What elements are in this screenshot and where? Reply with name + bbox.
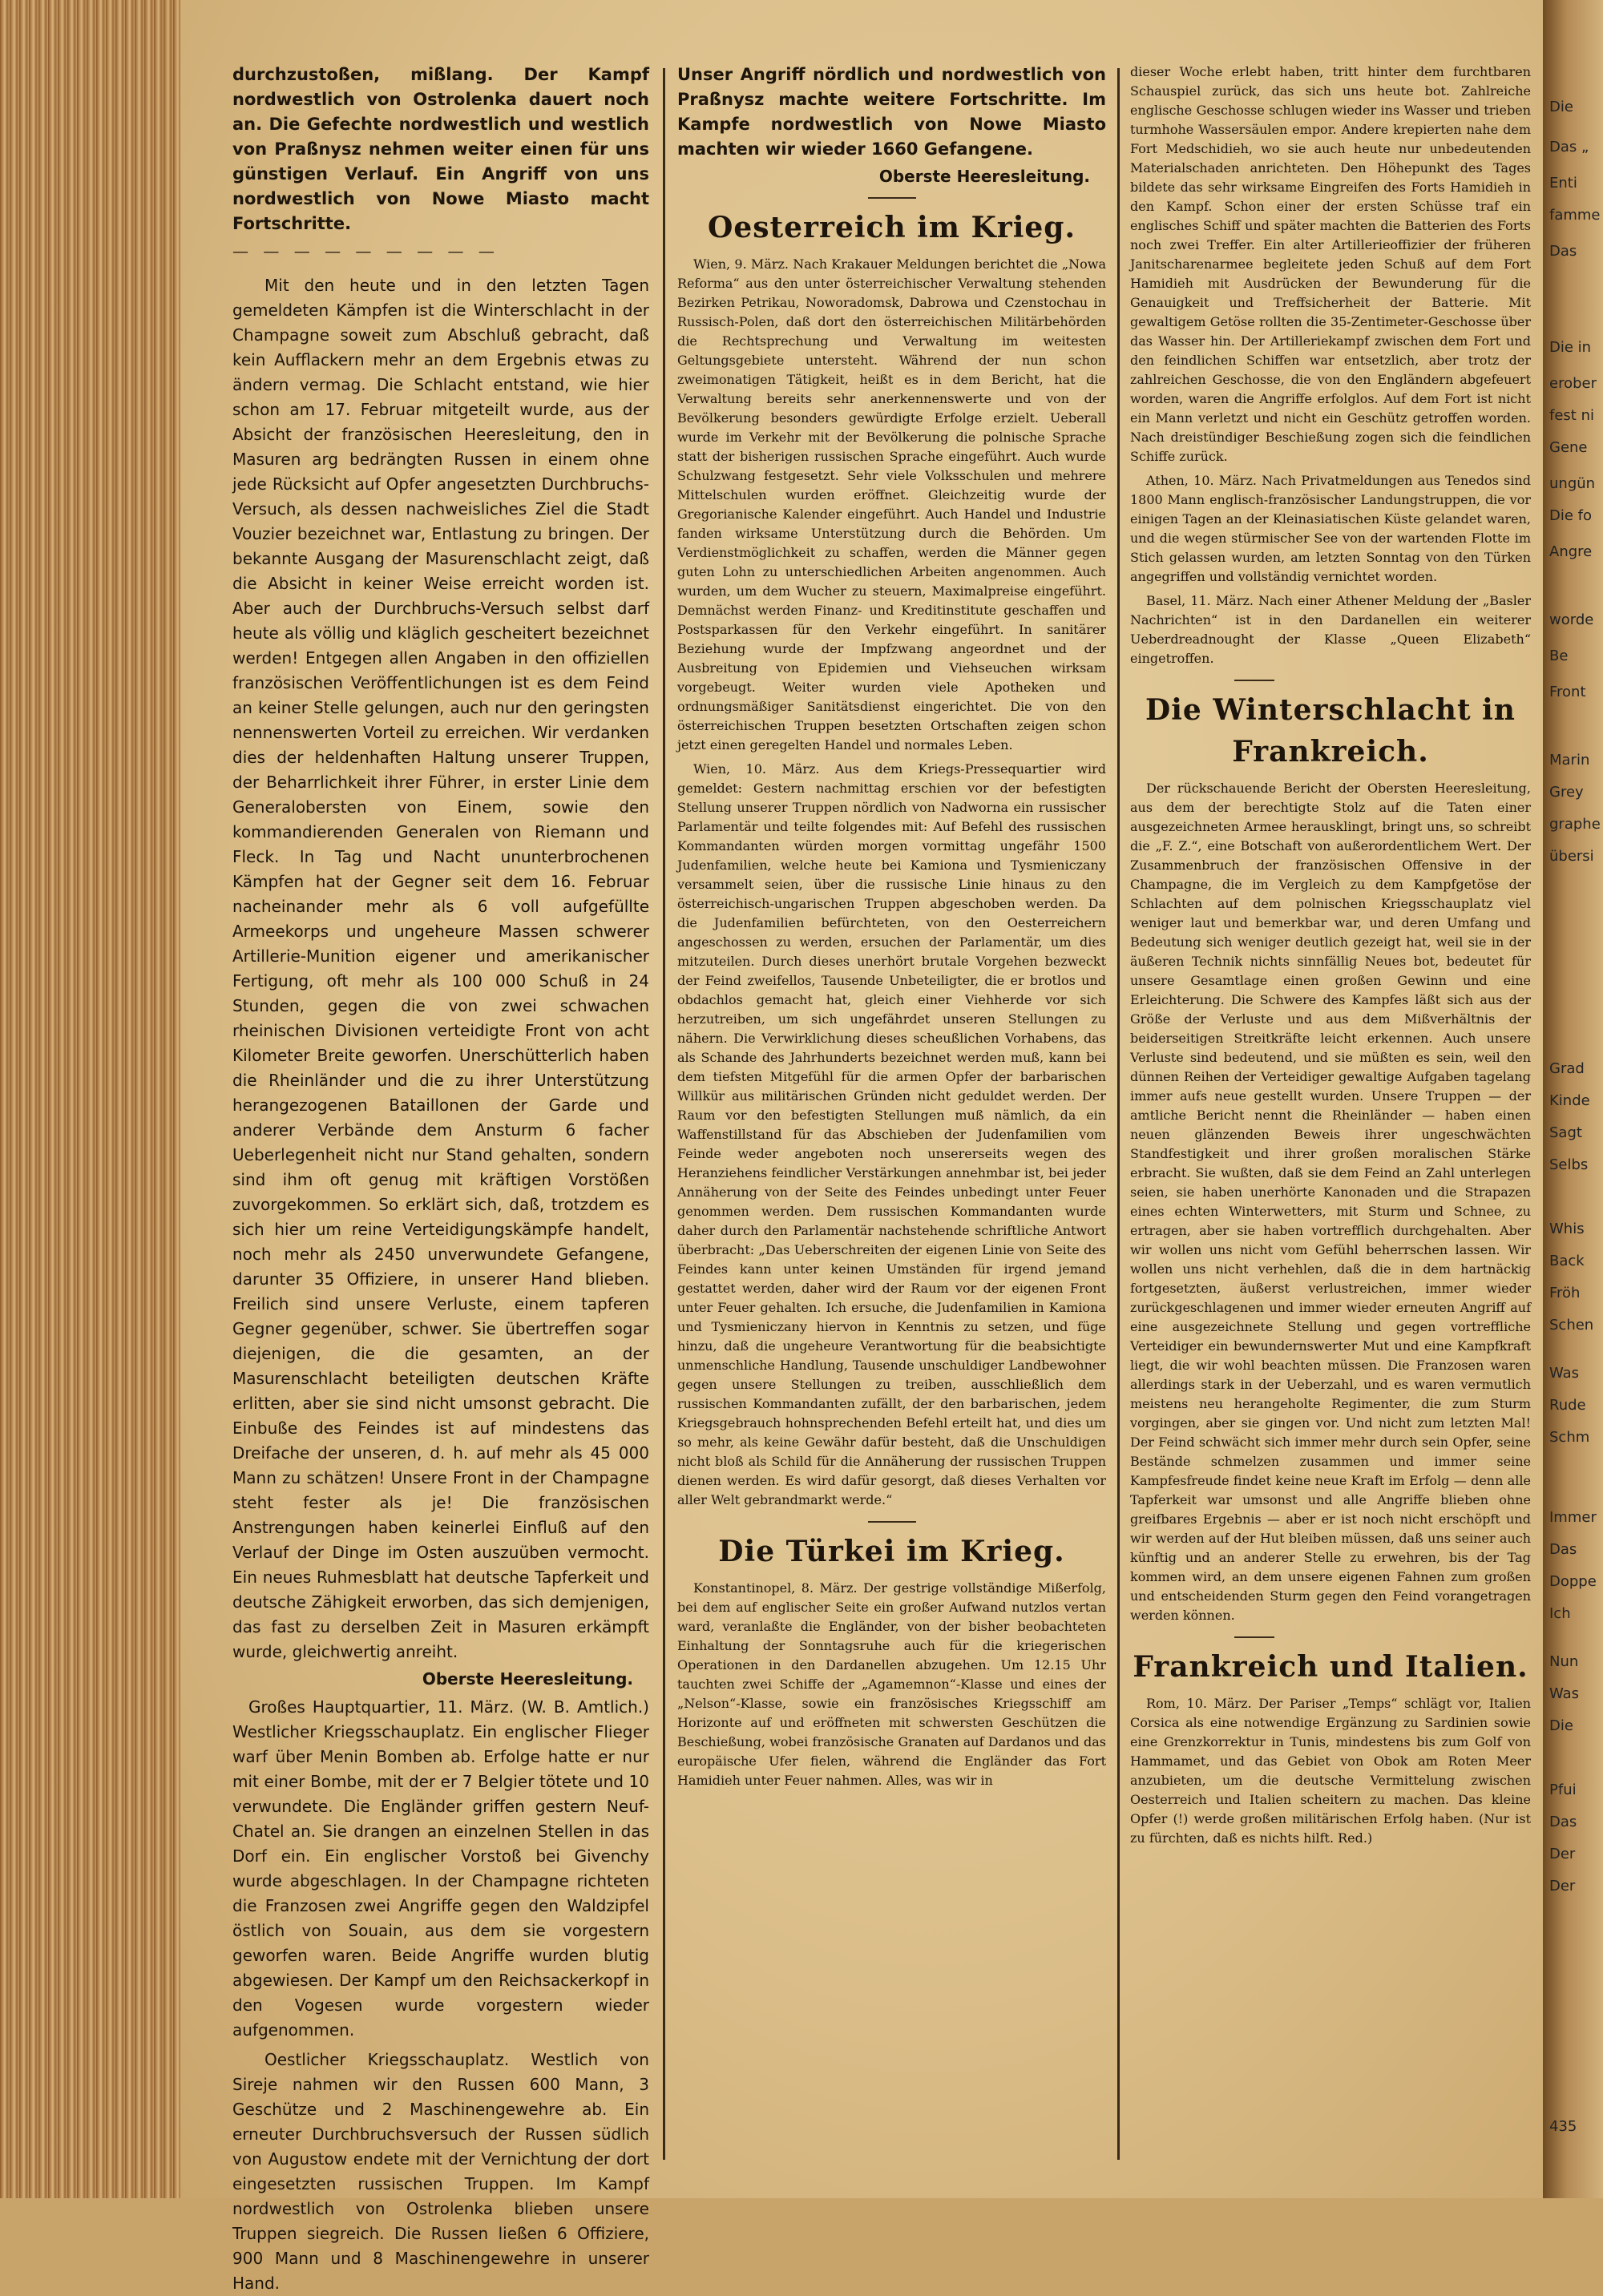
adjacent-page-fragment: Der	[1549, 1878, 1576, 1895]
article-wien-10-maerz: Wien, 10. März. Aus dem Kriegs-Pressequartier wird gemeldet: Gestern nachmittag erschien vor der befestigten Stellung unserer Truppen nördlich von Nadworna ein russischer Parlamentär und teilte folgendes mit: Auf Befehl des russischen Kommandanten würden morgen vormittag ungefähr 1500 Judenfamilien, welche heute bei Kamiona und Tysmieniczany versammelt seien, über die russische Linie hinaus zu den österreichisch-ungarischen Truppen abgeschoben werden. Da die Judenfamilien befürchteten, von den Oesterreichern angeschossen zu werden, ersuchen der Parlamentär, um dies mitzuteilen. Durch dieses unerhört brutale Vorgehen bezweckt der Feind zweifellos, Tausende Unbeteiligter, die er brotlos und obdachlos gemacht hat, gleich einer Viehherde vor sich herzutreiben, um sich ungefährdet unseren Stellungen zu nähern. Die Verwirklichung dieses scheußlichen Vorhabens, das als Schande des Jahrhunderts bezeichnet werden muß, kann bei dem tiefsten Mitgefühl für die armen Opfer der barbarischen Willkür aus militärischen Gründen nicht geduldet werden. Der Raum vor den befestigten Stellungen muß nämlich, da ein Waffenstillstand für das Abschieben der Judenfamilien vom Feinde weder angeboten noch unsererseits wegen des Heranziehens feindlicher Verstärkungen annehmbar ist, bei jeder Annäherung von der Seite des Feindes unbedingt unter Feuer genommen werden. Dem russischen Kommandanten wurde daher durch den Parlamentär nachstehende schriftliche Antwort überbracht: „Das Ueberschreiten der eigenen Linie von Seite des Feindes kann unter keinen Umständen für irgend jemand gestattet werden, daher wird der Raum vor der eigenen Front unter Feuer gehalten. Ich ersuche, die Judenfamilien in Kamiona und Tysmieniczany hiervon in Kenntnis zu setzen, und füge hinzu, daß die ungeheure Verantwortung für die beabsichtigte unmenschliche Handlung, Tausende unschuldiger Landbewohner gegen unsere Stellungen zu treiben, ausschließlich dem russischen Kommandanten zufällt, der den barbarischen, jedem Kriegsgebrauch hohnsprechenden Befehl erteilt hat, und dies um so mehr, als keine Gewähr dafür besteht, daß die Unschuldigen nicht bloß als Schild für die Annäherung der russischen Truppen dienen werden. Es wird dafür gesorgt, daß dieses Verhalten vor aller Welt gebrandmarkt werde.“	[677, 761, 1106, 1507]
signature-heeresleitung: Oberste Heeresleitung.	[422, 1669, 633, 1689]
column-rule-1	[663, 68, 665, 2160]
article-wien-9-maerz: Wien, 9. März. Nach Krakauer Meldungen berichtet die „Nowa Reforma“ aus den unter österreichischer Verwaltung stehenden Bezirken Petrikau, Noworadomsk, Dabrowa und Czenstochau in Russisch-Polen, daß dort den österreichischen Militärbehörden die Rechtsprechung und Verwaltung im weitesten Geltungsgebiete untersteht. Während der nun schon zweimonatigen Tätigkeit, heißt es in dem Bericht, hat die Verwaltung bereits sehr anerkennenswerte und von der Bevölkerung besonders gewürdigte Erfolge erzielt. Ueberall wurde im Verkehr mit der Bevölkerung die polnische Sprache statt der bisherigen russischen Sprache eingeführt. Auch wurde Schulzwang festgesetzt. Sehr viele Volksschulen und mehrere Mittelschulen wurden eröffnet. Gleichzeitig wurde der Gregorianische Kalender eingeführt. Auch Handel und Industrie fanden wirksame Unterstützung durch die Behörden. Um Verdienstmöglichkeit zu schaffen, werden die Männer gegen guten Lohn zu unterschiedlichen Arbeiten angenommen. Auch wurden, um dem Wucher zu steuern, Maximalpreise eingeführt. Demnächst werden Finanz- und Kreditinstitute geschaffen und Postsparkassen für den Verkehr eingeführt. In sanitärer Beziehung wurde der Impfzwang angeordnet und der Ausbreitung von Epidemien und Viehseuchen wirksam vorgebeugt. Weiter wurden viele Apotheken und ordnungsmäßiger Sanitätsdienst eingerichtet. Die von den österreichischen Truppen besetzten Ortschaften zeigen schon jetzt einen geregelten Handel und normales Leben.	[677, 256, 1106, 753]
headline-frankreich-italien: Frankreich und Italien.	[1133, 1650, 1528, 1684]
headline-tuerkei: Die Türkei im Krieg.	[718, 1535, 1065, 1568]
headline-winterschlacht-frankreich: Die Winterschlacht in Frankreich.	[1145, 693, 1516, 769]
adjacent-page-fragment: Nun	[1549, 1653, 1579, 1670]
adjacent-page-fragment: Doppe	[1549, 1573, 1597, 1590]
adjacent-page-fragment: 435	[1549, 2118, 1577, 2135]
hauptquartier-report: Großes Hauptquartier, 11. März. (W. B. Amtlich.) Westlicher Kriegsschauplatz. Ein englischer Flieger warf über Menin Bomben ab. Erfolge hatte er nur mit einer Bombe, mit der er 7 Belgier tötete und 10 verwundete. Die Engländer griffen gestern Neuf-Chatel an. Sie drangen an einzelnen Stellen in das Dorf ein. Ein englischer Vorstoß bei Givenchy wurde abgeschlagen. In der Champagne richteten die Franzosen zwei Angriffe gegen den Waldzipfel östlich von Souain, aus dem sie vorgestern geworfen waren. Beide Angriffe wurden blutig abgewiesen. Der Kampf um den Reichsackerkopf in den Vogesen wurde vorgestern wieder aufgenommen.	[232, 1697, 649, 2040]
adjacent-page-fragment: Grey	[1549, 784, 1584, 801]
front-report-end: Unser Angriff nördlich und nordwestlich von Praßnysz machte weitere Fortschritte. Im Kampfe nordwestlich von Nowe Miasto machten wir wieder 1660 Gefangene.	[677, 65, 1106, 159]
adjacent-page-fragment: Gene	[1549, 439, 1588, 456]
adjacent-page-fragment: Das	[1549, 1814, 1577, 1830]
adjacent-page-fragment: Schm	[1549, 1429, 1590, 1446]
adjacent-page-fragment: Das	[1549, 1541, 1577, 1558]
adjacent-page-fragment: Die fo	[1549, 507, 1593, 524]
adjacent-page-fragment: Schen	[1549, 1317, 1594, 1334]
adjacent-page-fragment: Immer	[1549, 1509, 1597, 1526]
adjacent-page-fragment: Fröh	[1549, 1285, 1581, 1301]
adjacent-page-fragment: worde	[1549, 611, 1594, 628]
section-dash-rule: — — — — — — — — —	[232, 241, 499, 260]
adjacent-page-fragment: fest ni	[1549, 407, 1594, 424]
adjacent-page-fragment: Whis	[1549, 1221, 1585, 1237]
adjacent-page-fragment: graphe	[1549, 816, 1601, 833]
adjacent-page-fragment: Was	[1549, 1365, 1580, 1382]
adjacent-page-fragment: Sagt	[1549, 1124, 1582, 1141]
book-binding-edge	[0, 0, 180, 2198]
article-athen: Athen, 10. März. Nach Privatmeldungen aus Tenedos sind 1800 Mann englisch-französischer Landungstruppen, die vor einigen Tagen an der Kleinasiatischen Küste gelandet waren, und die wegen stürmischer See von der wartenden Flotte im Stich gelassen wurden, am letzten Sonntag von den Türken angegriffen und vollständig vernichtet worden.	[1130, 473, 1531, 584]
adjacent-page-fragment: Die	[1549, 99, 1573, 115]
column-rule-2	[1117, 68, 1120, 2160]
adjacent-page-fragment: Die	[1549, 1717, 1573, 1734]
column-1	[232, 63, 649, 2293]
adjacent-page-fragment: Das	[1549, 243, 1577, 260]
adjacent-page-fragment: Back	[1549, 1253, 1585, 1269]
adjacent-page-fragment: Grad	[1549, 1060, 1585, 1077]
adjacent-page-fragment: Angre	[1549, 543, 1593, 560]
article-konstantinopel: Konstantinopel, 8. März. Der gestrige vollständige Mißerfolg, bei dem auf englischer Seite ein großer Aufwand nutzlos vertan ward, veranlaßte die Engländer, von der bisher beobachteten Einhaltung der Sonntagsruhe auch für die kriegerischen Operationen in den Dardanellen abzugehen. Um 12.15 Uhr tauchten zwei Schiffe der „Agamemnon“-Klasse und eines der „Nelson“-Klasse, sowie ein französisches Kriegsschiff am Horizonte auf und eröffneten mit schwersten Geschützen die Beschießung, wobei französische Granaten auf Dardanos und das europäische Ufer fielen, während die Engländer das Fort Hamidieh unter Feuer nahmen. Alles, was wir in	[677, 1580, 1106, 1788]
adjacent-page-fragment: Was	[1549, 1685, 1580, 1702]
adjacent-page-fragment: Ich	[1549, 1605, 1571, 1622]
adjacent-page-fragment: erober	[1549, 375, 1597, 392]
adjacent-page-fragment: famme	[1549, 207, 1601, 224]
divider	[868, 1521, 916, 1523]
adjacent-page-fragment: Pfui	[1549, 1782, 1577, 1798]
article-dardanellen-continuation: dieser Woche erlebt haben, tritt hinter dem furchtbaren Schauspiel zurück, das sich uns heute bot. Zahlreiche englische Geschosse schlugen wieder ins Wasser und trieben turmhohe Wassersäulen empor. Andere krepierten nahe dem Fort Medschidieh, wo sie auch heute nur unbedeutenden Materialschaden anrichteten. Den Höhepunkt des Tages bildete das sehr wirksame Eingreifen des Forts Hamidieh in den Kampf. Schon einer der ersten Schüsse traf ein englisches Schiff und später machten die Batterien des Forts noch zwei Treffer. Ein alter Artillerieoffizier der früheren Janitscharenarmee begleitete jeden Schuß auf dem Fort Hamidieh mit Ausdrücken der Bewunderung für die Genauigkeit und Treffsicherheit der Batterie. Mit gewaltigem Getöse rollten die 35-Zentimeter-Geschosse über das Wasser hin. Der Artilleriekampf zwischen dem Fort und den feindlichen Schiffen war entsetzlich, aber trotz der zahlreichen Geschosse, die von den Engländern abgefeuert worden, waren die Angriffe erfolglos. Auf dem Fort ist nicht ein Mann verletzt und nicht ein Geschütz getroffen worden. Nach dreistündiger Beschießung zogen sich die feindlichen Schiffe zurück.	[1130, 64, 1531, 464]
article-basel: Basel, 11. März. Nach einer Athener Meldung der „Basler Nachrichten“ ist in den Dardanellen ein weiterer Ueberdreadnought der Klasse „Queen Elizabeth“ eingetroffen.	[1130, 593, 1531, 666]
eastern-front-report: Oestlicher Kriegsschauplatz. Westlich von Sireje nahmen wir den Russen 600 Mann, 3 Geschütze und 2 Maschinengewehre ab. Ein erneuter Durchbruchsversuch der Russen südlich von Augustow endete mit der Vernichtung der dort eingesetzten russischen Truppen. Im Kampf nordwestlich von Ostrolenka blieben unsere Truppen siegreich. Die Russen ließen 6 Offiziere, 900 Mann und 8 Maschinengewehre in unserer Hand.	[232, 2050, 649, 2293]
adjacent-page-fragment: Der	[1549, 1846, 1576, 1862]
adjacent-page-fragment: Selbs	[1549, 1156, 1589, 1173]
column-3	[1130, 63, 1531, 2162]
front-report-continuation: durchzustoßen, mißlang. Der Kampf nordwestlich von Ostrolenka dauert noch an. Die Gefechte nordwestlich und westlich von Praßnysz nehmen weiter einen für uns günstigen Verlauf. Ein Angriff von uns nordwestlich von Nowe Miasto macht Fortschritte.	[232, 65, 649, 233]
divider	[1234, 680, 1274, 681]
signature-heeresleitung-2: Oberste Heeresleitung.	[878, 167, 1090, 186]
adjacent-page-fragment: Rude	[1549, 1397, 1586, 1414]
adjacent-page-fragment: Die in	[1549, 339, 1592, 356]
adjacent-page-fragment: Be	[1549, 648, 1569, 664]
champagne-summary: Mit den heute und in den letzten Tagen gemeldeten Kämpfen ist die Winterschlacht in der Champagne soweit zum Abschluß gebracht, daß kein Aufflackern mehr an dem Ergebnis etwas zu ändern vermag. Die Schlacht entstand, wie hier schon am 17. Februar mitgeteilt wurde, aus der Absicht der französischen Heeresleitung, den in Masuren arg bedrängten Russen in einem ohne jede Rücksicht auf Opfer angesetzten Durchbruchs-Versuch, als dessen nachweisliches Ziel die Stadt Vouzier bezeichnet war, Entlastung zu bringen. Der bekannte Ausgang der Masurenschlacht zeigt, daß die Absicht in keiner Weise erreicht worden ist. Aber auch der Durchbruchs-Versuch selbst darf heute als völlig und kläglich gescheitert bezeichnet werden! Entgegen allen Angaben in den offiziellen französischen Veröffentlichungen ist es dem Feind an keiner Stelle gelungen, auch nur den geringsten nennenswerten Vorteil zu erreichen. Wir verdanken dies der heldenhaften Haltung unserer Truppen, der Beharrlichkeit ihrer Führer, in erster Linie dem Generalobersten von Einem, sowie den kommandierenden Generalen von Riemann und Fleck. In Tag und Nacht ununterbrochenen Kämpfen hat der Gegner seit dem 16. Februar nacheinander mehr als 6 voll aufgefüllte Armeekorps und ungeheure Massen schwerer Artillerie-Munition eigener und amerikanischer Fertigung, oft mehr als 100 000 Schuß in 24 Stunden, gegen die von zwei schwachen rheinischen Divisionen verteidigte Front von acht Kilometer Breite geworfen. Unerschütterlich haben die Rheinländer und die zu ihrer Unterstützung herangezogenen Bataillonen der Garde und anderer Verbände dem Ansturm 6 facher Ueberlegenheit nicht nur Stand gehalten, sondern sind ihm oft genug mit kräftigen Vorstößen zuvorgekommen. So erklärt sich, daß, trotzdem es sich hier um reine Verteidigungskämpfe handelt, noch mehr als 2450 unverwundete Gefangene, darunter 35 Offiziere, in unserer Hand blieben. Freilich sind unsere Verluste, einem tapferen Gegner gegenüber, schwer. Sie übertreffen sogar diejenigen, die die gesamten, an der Masurenschlacht beteiligten deutschen Kräfte erlitten, aber sie sind nicht umsonst gebracht. Die Einbuße des Feindes ist auf mindestens das Dreifache der unseren, d. h. auf mehr als 45 000 Mann zu schätzen! Unsere Front in der Champagne steht fester als je! Die französischen Anstrengungen haben keinerlei Einfluß auf den Verlauf der Dinge im Osten auszuüben vermocht. Ein neues Ruhmesblatt hat deutsche Tapferkeit und deutsche Zähigkeit erworben, das sich demjenigen, das fast zu derselben Zeit in Masuren erkämpft wurde, gleichwertig anreiht.	[232, 276, 649, 1661]
headline-oesterreich: Oesterreich im Krieg.	[707, 211, 1076, 244]
divider	[1234, 1636, 1274, 1638]
article-rom: Rom, 10. März. Der Pariser „Temps“ schlägt vor, Italien Corsica als eine notwendige Ergänzung zu Sardinien sowie eine Grenzkorrektur in Tunis, mindestens bis zum Golf von Hammamet, und das Gebiet von Obok am Roten Meer anzubieten, um die deutsche Vermittelung zwischen Oesterreich und Italien scheitern zu machen. Das kleine Opfer (!) werde großen militärischen Erfolg haben. (Nur ist zu fürchten, daß es nichts hilft. Red.)	[1130, 1696, 1531, 1846]
adjacent-page-fragment: ungün	[1549, 475, 1596, 492]
column-2	[677, 63, 1106, 2162]
adjacent-page-fragment: Das „	[1549, 139, 1589, 155]
adjacent-page-fragment: Front	[1549, 684, 1586, 700]
adjacent-page-fragment: Kinde	[1549, 1092, 1590, 1109]
adjacent-page-edge	[1543, 0, 1603, 2198]
divider	[868, 197, 916, 199]
article-winterschlacht: Der rückschauende Bericht der Obersten Heeresleitung, aus dem der berechtigte Stolz auf die Taten einer ausgezeichneten Armee herausklingt, bringt uns, so schreibt die „F. Z.“, eine Botschaft von außerordentlichem Wert. Der Zusammenbruch der französischen Offensive in der Champagne, die im Vergleich zu dem Kampfgetöse der Schlachten auf dem polnischen Kriegsschauplatz viel weniger laut und bemerkbar war, und deren Umfang und Bedeutung sich weniger deutlich gezeigt hat, weil sie in der äußeren Technik nichts sinnfällig Neues bot, bedeutet für unsere Gesamtlage einen großen Gewinn und eine Erleichterung. Die Schwere des Kampfes läßt sich aus der Größe der Verluste und aus dem Mißverhältnis der beiderseitigen Streitkräfte leicht erkennen. Auch unsere Verluste sind bedeutend, und sie müßten es sein, weil den dünnen Reihen der Verteidiger gewaltige Aufgaben tagelang immer aufs neue gestellt wurden. Unsere Truppen — der amtliche Bericht nennt die Rheinländer — haben einen neuen glänzenden Beweis ihrer ungeschwächten Standfestigkeit und ihrer großen moralischen Stärke erbracht. Sie wußten, daß sie dem Feind an Zahl unterlegen seien, sie haben unerhörte Kanonaden und die Strapazen eines echten Winterwetters, mit Sturm und Schnee, zu ertragen, aber sie haben vortrefflich durchgehalten. Aber wir wollen uns nicht vom Gefühl beherrschen lassen. Wir wollen uns nicht verhehlen, daß die in dem hartnäckig fortgesetzten, äußerst verlustreichen, immer wieder zurückgeschlagenen und immer wieder erneuten Angriff auf eine ausgezeichnete Stellung und gegen vortreffliche Verteidiger ein bewundernswerter Mut und eine Kampfkraft liegt, die wir wohl beachten müssen. Die Franzosen waren allerdings stark in der Ueberzahl, und es waren vermutlich meistens neu herangeholte Regimenter, die zum Sturm vorgingen, aber sie gingen vor. Und nicht zum letzten Mal! Der Feind schwächt sich immer mehr durch sein Opfer, seine Bestände schmelzen zusammen und immer seine Kampfesfreude findet keine neue Kraft im Erfolg — denn alle Tapferkeit war umsonst und alle Angriffe blieben ohne greifbares Ergebnis — aber er ist noch nicht erschöpft und wir werden auf der Hut bleiben müssen, daß uns seiner auch künftig und an anderer Stelle zu erwehren, bis der Tag kommen wird, an dem unsere eigenen Fahnen zum großen und entscheidenden Sturm gegen den Feind vorangetragen werden können.	[1130, 781, 1531, 1623]
adjacent-page-fragment: Marin	[1549, 752, 1590, 769]
adjacent-page-fragment: Enti	[1549, 175, 1577, 192]
adjacent-page-fragment: übersi	[1549, 848, 1594, 865]
